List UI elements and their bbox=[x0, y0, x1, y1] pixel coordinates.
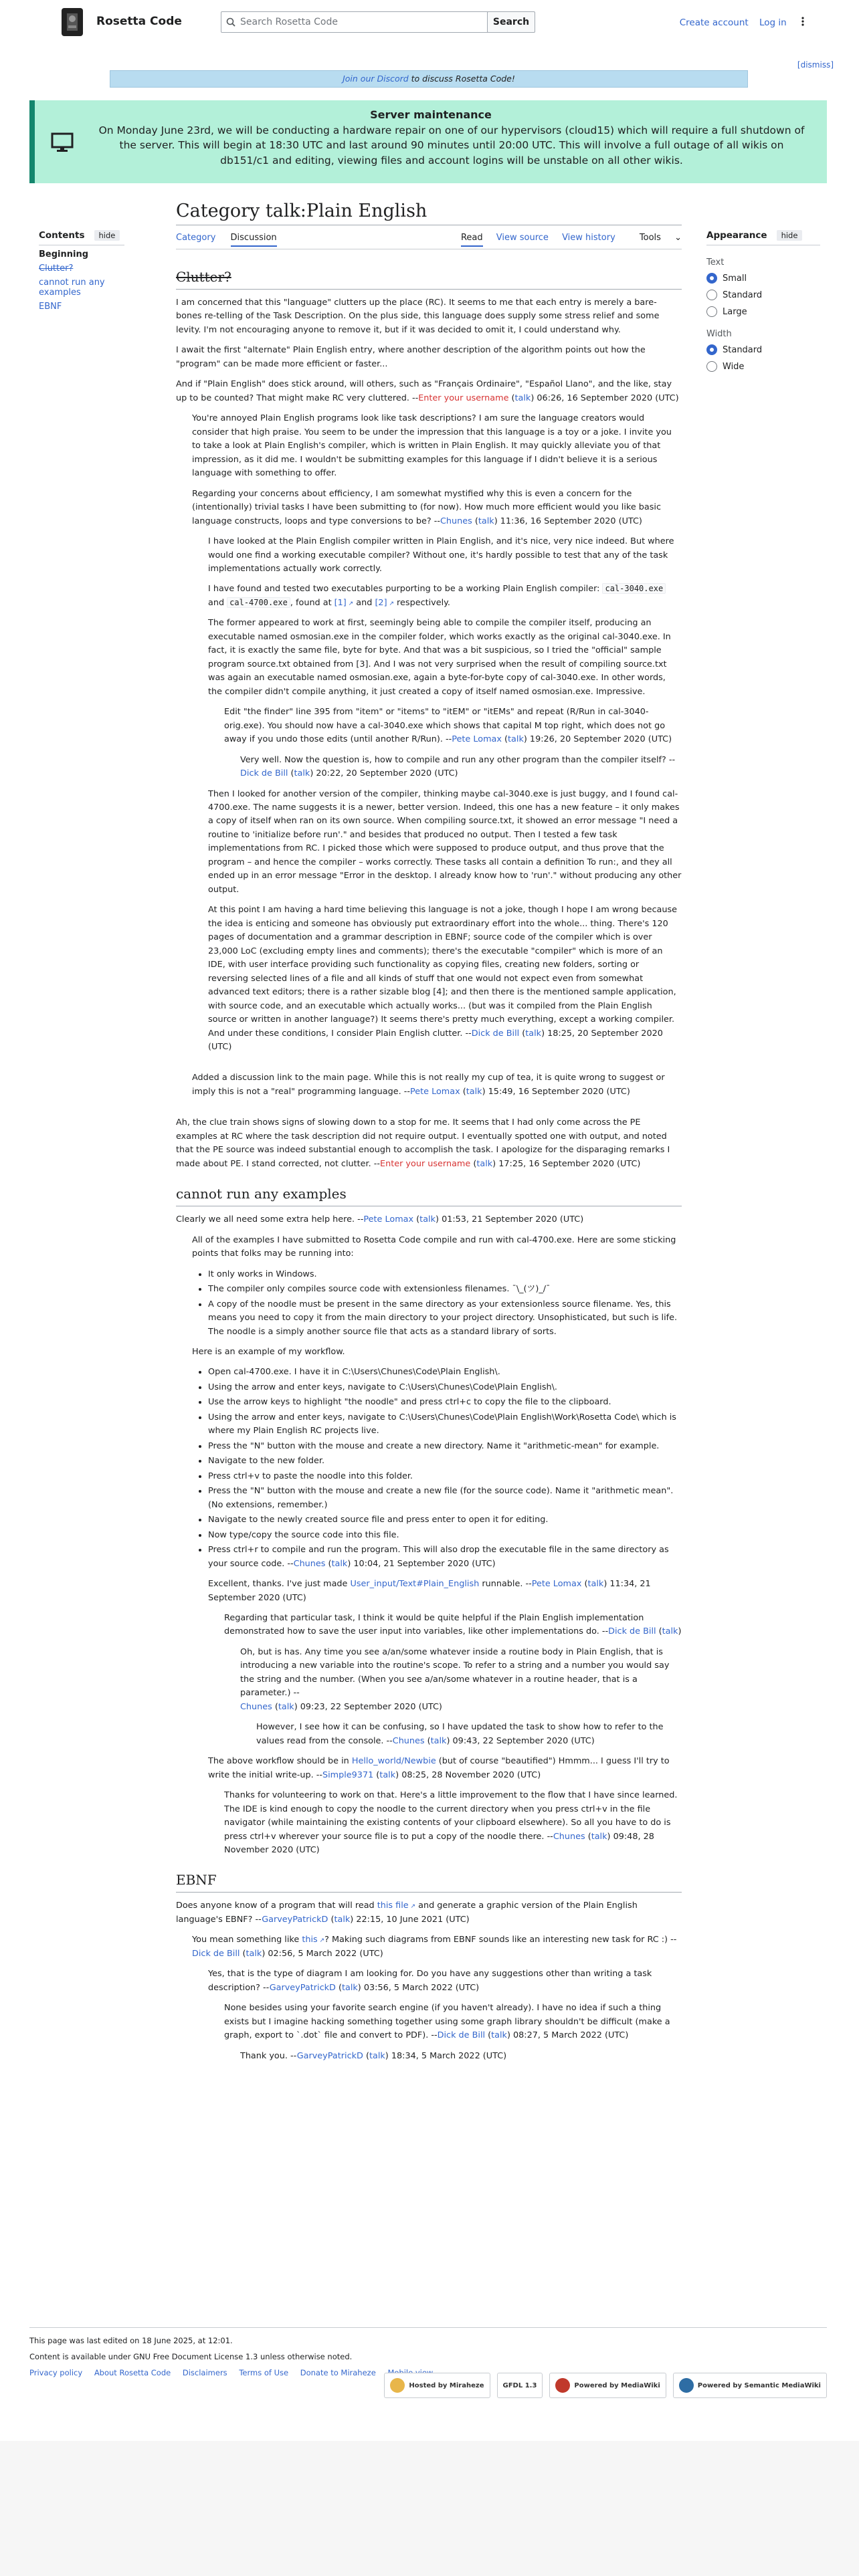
comment: Regarding your concerns about efficiency, I am somewhat mystified why this is even a concern for the (intentionally) trivial tasks I have been submitting to (for now). How much more efficient would you like basic language constructs, loops and type conversions to be? --Chunes (talk) 11:36, 16 September 2020 (UTC) bbox=[192, 488, 661, 526]
search-placeholder: Search Rosetta Code bbox=[240, 17, 338, 27]
talk-link[interactable]: talk bbox=[476, 1158, 493, 1169]
monitor-icon bbox=[51, 132, 74, 155]
talk-link[interactable]: talk bbox=[430, 1735, 447, 1746]
talk-link[interactable]: talk bbox=[591, 1831, 607, 1842]
sticking-points-list bbox=[192, 1268, 682, 1339]
text-size-large[interactable]: Large bbox=[706, 306, 820, 317]
user-link[interactable]: Dick de Bill bbox=[192, 1948, 240, 1959]
talk-link[interactable]: talk bbox=[662, 1626, 678, 1637]
smw-badge[interactable]: Powered by Semantic MediaWiki bbox=[673, 2373, 827, 2398]
text-size-label: Text bbox=[706, 257, 725, 267]
user-link[interactable]: GarveyPatrickD bbox=[262, 1914, 328, 1925]
user-link[interactable]: GarveyPatrickD bbox=[296, 2050, 363, 2061]
talk-link[interactable]: talk bbox=[508, 734, 524, 745]
tab-category[interactable]: Category bbox=[176, 233, 216, 243]
width-group bbox=[706, 329, 820, 372]
page-tabs bbox=[176, 233, 682, 247]
comment: Ah, the clue train shows signs of slowing down to a stop for me. It seems that I had only come across the PE examples at RC where the task description did not require output. I eventually spotted one with output, and noted that the PE source was indeed substantial enough to accomplish the task. I apologize for the disparaging remarks I made about PE. I stand corrected, not clutter. --Enter your username (talk) 17:25, 16 September 2020 (UTC) bbox=[176, 1117, 670, 1169]
list-item: • Press ctrl+v to paste the noodle into this folder. bbox=[208, 1470, 682, 1483]
user-link[interactable]: Chunes bbox=[293, 1558, 326, 1569]
width-label: Width bbox=[706, 329, 732, 339]
maintenance-notice bbox=[29, 100, 827, 183]
talk-link[interactable]: talk bbox=[278, 1701, 294, 1712]
page-link[interactable]: this file ↗ bbox=[377, 1901, 415, 1911]
tab-read[interactable]: Read bbox=[461, 233, 483, 247]
comment: I have looked at the Plain English compiler written in Plain English, and it's nice, very nice indeed. But where would one find a working executable compiler? Without one, it's hardly possible to test that any of the task implementations actually work correctly. bbox=[208, 536, 674, 574]
talk-link[interactable]: talk bbox=[419, 1214, 436, 1225]
search-icon bbox=[221, 12, 240, 32]
appearance-hide-button[interactable]: hide bbox=[777, 230, 803, 241]
comment: Regarding that particular task, I think it would be quite helpful if the Plain English implementation demonstrated how to save the user input into variables, like other implementations do. --Dick de Bill (talk) bbox=[224, 1612, 682, 1637]
appearance-panel bbox=[706, 230, 820, 378]
comment: Here is an example of my workflow. bbox=[192, 1347, 345, 1357]
footer-link-disclaimers[interactable]: Disclaimers bbox=[182, 2368, 227, 2377]
talk-link[interactable]: talk bbox=[525, 1028, 542, 1039]
list-item: • Navigate to the newly created source file and press enter to open it for editing. bbox=[208, 1513, 682, 1527]
comment: Oh, but is has. Any time you see a/an/some whatever inside a routine body in Plain English, that is introducing a new variable into the routine's scope. To refer to a string and a number you would say the string and the number. (When you see a/an/some whatever in a routine header, that is a parameter.) -- bbox=[240, 1646, 670, 1699]
toc-title: Contents bbox=[39, 230, 85, 241]
talk-link[interactable]: talk bbox=[246, 1948, 262, 1959]
personal-tools bbox=[672, 16, 808, 29]
comment: Clearly we all need some extra help here. --Pete Lomax (talk) 01:53, 21 September 2020 (UTC) bbox=[176, 1214, 584, 1225]
signature: Chunes (talk) 09:23, 22 September 2020 (UTC) bbox=[240, 1701, 442, 1712]
radio-large[interactable] bbox=[706, 306, 717, 317]
comment: Excellent, thanks. I've just made User_input/Text#Plain_English runnable. --Pete Lomax (talk) 11:34, 21 September 2020 (UTC) bbox=[208, 1579, 651, 1603]
talk-link[interactable]: talk bbox=[514, 393, 531, 403]
footer-link-about[interactable]: About Rosetta Code bbox=[94, 2368, 171, 2377]
discussion-content bbox=[176, 254, 682, 2070]
comment: I am concerned that this "language" clutters up the place (RC). It seems to me that each entry is merely a bare-bones re-telling of the Task Description. On the plus side, this language does supply some stress relief and some levity. I'm not encouraging anyone to remove it, but if it was decided to omit it, I could understand why. bbox=[176, 298, 660, 335]
comment: The former appeared to work at first, seemingly being able to compile the compiler itself, producing an executable named osmosian.exe in the compiler folder, which works exactly as the original cal-3040.exe. In fact, it is exactly the same file, byte for byte. And that was a bit suspicious, so I tried the "official" sample program source.txt obtained from [3]. And I was not very surprised when the result of compiling source.txt was again an executable named osmosian.exe, again a byte-for-byte copy of cal-3040.exe. In other words, the compiler didn't compile anything, it just created a copy of itself named osmosian.exe. Impressive. bbox=[208, 618, 671, 697]
miraheze-icon bbox=[390, 2378, 405, 2393]
radio-small[interactable] bbox=[706, 273, 717, 284]
list-item: • It only works in Windows. bbox=[208, 1268, 682, 1281]
comment: Thank you. --GarveyPatrickD (talk) 18:34, 5 March 2022 (UTC) bbox=[240, 2050, 507, 2061]
dismiss-link[interactable]: [dismiss] bbox=[797, 60, 834, 70]
maintenance-title: Server maintenance bbox=[370, 108, 492, 121]
site-title[interactable]: Rosetta Code bbox=[96, 15, 182, 28]
user-link[interactable]: Chunes bbox=[553, 1831, 585, 1842]
user-link[interactable]: Pete Lomax bbox=[363, 1214, 414, 1225]
discord-text: to discuss Rosetta Code! bbox=[408, 74, 515, 84]
comment: At this point I am having a hard time believing this language is not a joke, though I hope I am wrong because the idea is enticing and someone has obviously put extraordinary effort into the whole... thing. There's 120 pages of documentation and a grammar description in EBNF; source code of the compiler which is over 23,000 LoC (excluding empty lines and comments); there's the executable "compiler" which is more of an IDE, with user interface providing such functionality as copying files, creating new folders, sorting or reversing selected lines of a file and all kinds of stuff that one would not expect even from somewhat advanced text editors; there is a rather sizable blog [4]; and then there is the mentioned sample application, with source code, and an executable which actually works... (but was it compiled from the Plain English source or written in another language?) It seems there's pretty much everything, except a working compiler. And under these conditions, I consider Plain English clutter. --Dick de Bill (talk) 18:25, 20 September 2020 (UTC) bbox=[208, 905, 677, 1052]
discord-banner bbox=[110, 70, 748, 88]
footer-link-terms[interactable]: Terms of Use bbox=[239, 2368, 289, 2377]
maintenance-body: On Monday June 23rd, we will be conducting a hardware repair on one of our hypervisors (cloud15) which will require a full shutdown of the server. This will begin at 18:30 UTC and last around 90 minutes until 20:00 UTC. This will involve a full outage of all wikis on db151/c1 and editing, viewing files and account logins will be unstable on all other wikis. bbox=[98, 124, 805, 167]
user-link[interactable]: Pete Lomax bbox=[531, 1579, 582, 1590]
page-title: Category talk:Plain English bbox=[176, 201, 427, 221]
tab-discussion[interactable]: Discussion bbox=[231, 233, 277, 247]
user-link[interactable]: Chunes bbox=[392, 1735, 425, 1746]
comment: Added a discussion link to the main page. While this is not really my cup of tea, it is quite wrong to suggest or imply this is not a "real" programming language. --Pete Lomax (talk) 15:49, 16 September 2020 (UTC) bbox=[192, 1073, 665, 1097]
comment: However, I see how it can be confusing, so I have updated the task to show how to refer to the values read from the console. --Chunes (talk) 09:43, 22 September 2020 (UTC) bbox=[256, 1722, 664, 1746]
discord-link[interactable]: Join our Discord bbox=[343, 74, 409, 84]
comment: I await the first "alternate" Plain English entry, where another description of the algorithm points out how the "program" can be made more efficient or faster... bbox=[176, 345, 646, 369]
create-account-link[interactable]: Create account bbox=[679, 17, 749, 28]
list-item: • Press ctrl+r to compile and run the program. This will also drop the executable file in the same directory as your source code. --Chunes (talk) 10:04, 21 September 2020 (UTC) bbox=[208, 1543, 682, 1571]
talk-link[interactable]: talk bbox=[379, 1769, 396, 1780]
user-link[interactable]: Chunes bbox=[240, 1701, 272, 1712]
width-standard[interactable]: Standard bbox=[706, 344, 820, 355]
section-heading-ebnf: EBNF bbox=[176, 1869, 682, 1893]
comment: Edit "the finder" line 395 from "item" or "items" to "itEM" or "itEMs" and repeat (R/Run in cal-3040-orig.exe). You should now have a cal-3040.exe which shows that capital M top right, which does not go away if you undo those edits (until another R/Run). --Pete Lomax (talk) 19:26, 20 September 2020 (UTC) bbox=[224, 707, 672, 745]
talk-link[interactable]: talk bbox=[334, 1914, 351, 1925]
width-wide[interactable]: Wide bbox=[706, 361, 820, 372]
search-button[interactable]: Search bbox=[487, 11, 535, 33]
talk-link[interactable]: talk bbox=[341, 1982, 358, 1993]
footer-divider bbox=[29, 2327, 827, 2328]
comment: Yes, that is the type of diagram I am looking for. Do you have any suggestions other than writing a task description? --GarveyPatrickD (talk) 03:56, 5 March 2022 (UTC) bbox=[208, 1969, 652, 1993]
mediawiki-icon bbox=[555, 2378, 570, 2393]
site-logo[interactable] bbox=[58, 7, 87, 37]
comment: None besides using your favorite search engine (if you haven't already). I have no idea if such a thing exists but I imagine hacking something together using some graph library shouldn't be difficult (make a graph, export to `.dot` file and convert to PDF). --Dick de Bill (talk) 08:27, 5 March 2022 (UTC) bbox=[224, 2003, 670, 2041]
tab-tools[interactable]: Tools ⌄ bbox=[639, 233, 682, 243]
user-link[interactable]: Pete Lomax bbox=[452, 734, 502, 745]
page-link[interactable]: this ↗ bbox=[302, 1935, 324, 1945]
comment: I have found and tested two executables purporting to be a working Plain English compiler: cal-3040.exe and cal-4700.exe , found at [1] ↗ and [2] ↗ respectively. bbox=[208, 582, 682, 610]
toc-item-cannot-run[interactable]: cannot run any examples bbox=[39, 278, 105, 298]
footer-link-donate[interactable]: Donate to Miraheze bbox=[300, 2368, 376, 2377]
search-input[interactable] bbox=[221, 11, 488, 33]
comment: You're annoyed Plain English programs look like task descriptions? I am sure the language creators would consider that high praise. You seem to be under the impression that this language is a toy or a joke. I invite you to take a look at Plain English's compiler, which is written in Plain English. It may quickly alleviate you of that impression, as it did me. I wouldn't be submitting examples for this language if I didn't believe it is a serious language with something to offer. bbox=[192, 413, 672, 479]
talk-link[interactable]: talk bbox=[491, 2030, 507, 2041]
toc-item-ebnf[interactable]: EBNF bbox=[39, 302, 62, 312]
ref-link[interactable]: [1] ↗ bbox=[335, 598, 354, 608]
appearance-title: Appearance bbox=[706, 230, 767, 241]
comment: Very well. Now the question is, how to compile and run any other program than the compiler itself? --Dick de Bill (talk) 20:22, 20 September 2020 (UTC) bbox=[240, 754, 676, 779]
smw-icon bbox=[679, 2378, 694, 2393]
talk-link[interactable]: talk bbox=[369, 2050, 385, 2061]
miraheze-badge[interactable]: Hosted by Miraheze bbox=[384, 2373, 490, 2398]
comment: Then I looked for another version of the compiler, thinking maybe cal-3040.exe is just buggy, and I found cal-4700.exe. The name suggests it is a newer, better version. Indeed, this one has a new feature – it only makes a copy of itself when ran on its own source. When compiling source.txt, it showed an error message "I need a routine to 'initialize before run'." and besides that produced no output. Then I tested a few task implementations from RC. I picked those which were supposed to produce output, and thus prove that the program – and hence the compiler – works correctly. These tasks all contain a definition To run:, and they all ended up in an error message "Error in the desktop. I already know how to 'run'." without producing any other output. bbox=[208, 788, 682, 895]
toc-item-beginning[interactable]: Beginning bbox=[39, 249, 89, 259]
text-size-small[interactable]: Small bbox=[706, 273, 820, 284]
text-size-standard[interactable]: Standard bbox=[706, 290, 820, 300]
user-link[interactable]: Simple9371 bbox=[322, 1769, 374, 1780]
page-link[interactable]: User_input/Text#Plain_English bbox=[350, 1579, 480, 1590]
list-item: • Use the arrow keys to highlight "the noodle" and press ctrl+c to copy the file to the clipboard. bbox=[208, 1396, 682, 1409]
login-link[interactable]: Log in bbox=[759, 17, 787, 28]
text-size-group bbox=[706, 257, 820, 317]
page-footer bbox=[29, 2327, 827, 2389]
user-link[interactable]: Enter your username bbox=[380, 1158, 471, 1169]
tab-view-source[interactable]: View source bbox=[496, 233, 549, 243]
list-item: • The compiler only compiles source code with extensionless filenames. ¯\_(ツ)_/¯ bbox=[208, 1283, 682, 1296]
page-link[interactable]: Hello_world/Newbie bbox=[351, 1756, 436, 1767]
site-header bbox=[0, 0, 859, 44]
talk-link[interactable]: talk bbox=[331, 1558, 348, 1569]
list-item: • Press the "N" button with the mouse and create a new directory. Name it "arithmetic-mean" for example. bbox=[208, 1440, 682, 1453]
list-item: • Navigate to the new folder. bbox=[208, 1455, 682, 1468]
section-heading-cannot-run: cannot run any examples bbox=[176, 1183, 682, 1206]
comment: The above workflow should be in Hello_world/Newbie (but of course "beautified") Hmmm... I guess I'll try to write the initial write-up. --Simple9371 (talk) 08:25, 28 November 2020 (UTC) bbox=[208, 1756, 670, 1780]
user-link[interactable]: Dick de Bill bbox=[471, 1028, 520, 1039]
radio-width-standard[interactable] bbox=[706, 344, 717, 355]
list-item: • A copy of the noodle must be present in the same directory as your extensionless source filename. Yes, this means you need to copy it from the main directory to your project directory. Unsophisticated, but such is life. The noodle is a simply another source file that acts as a standard library of sorts. bbox=[208, 1298, 682, 1339]
radio-width-wide[interactable] bbox=[706, 361, 717, 372]
user-link[interactable]: Dick de Bill bbox=[437, 2030, 486, 2041]
last-edited: This page was last edited on 18 June 2025, at 12:01. bbox=[29, 2336, 233, 2345]
comment: And if "Plain English" does stick around, will others, such as "Français Ordinaire", "Español Llano", and the like, stay up to be counted? That might make RC very cluttered. --Enter your username (talk) 06:26, 16 September 2020 (UTC) bbox=[176, 379, 679, 403]
user-link[interactable]: Chunes bbox=[440, 516, 472, 526]
tab-view-history[interactable]: View history bbox=[562, 233, 615, 243]
table-of-contents bbox=[39, 230, 139, 312]
comment: All of the examples I have submitted to Rosetta Code compile and run with cal-4700.exe. Here are some sticking points that folks may be running into: bbox=[192, 1235, 676, 1259]
talk-link[interactable]: talk bbox=[294, 768, 310, 779]
footer-link-privacy[interactable]: Privacy policy bbox=[29, 2368, 83, 2377]
talk-link[interactable]: talk bbox=[587, 1579, 604, 1590]
toc-hide-button[interactable]: hide bbox=[94, 230, 120, 241]
talk-link[interactable]: talk bbox=[478, 516, 494, 526]
user-link[interactable]: Dick de Bill bbox=[608, 1626, 656, 1637]
ref-link[interactable]: [2] ↗ bbox=[375, 598, 394, 608]
comment: You mean something like this ↗ ? Making such diagrams from EBNF sounds like an interesting new task for RC :) --Dick de Bill (talk) 02:56, 5 March 2022 (UTC) bbox=[192, 1933, 682, 1961]
talk-link[interactable]: talk bbox=[466, 1086, 482, 1097]
chevron-down-icon: ⌄ bbox=[674, 233, 682, 243]
user-link[interactable]: Pete Lomax bbox=[409, 1086, 460, 1097]
user-link[interactable]: Dick de Bill bbox=[240, 768, 288, 779]
list-item: • Using the arrow and enter keys, navigate to C:\Users\Chunes\Code\Plain English\. bbox=[208, 1381, 682, 1394]
comment: Thanks for volunteering to work on that. Here's a little improvement to the flow that I have since learned. The IDE is kind enough to copy the noodle to the current directory when you press ctrl+v in the file navigator (while maintaining the existing contents of your clipboard elsewhere). So all you have to do is press ctrl+v wherever your source file is to put a copy of the noodle there. --Chunes (talk) 09:48, 28 November 2020 (UTC) bbox=[224, 1790, 678, 1855]
workflow-list bbox=[192, 1366, 682, 1571]
gfdl-badge[interactable]: GFDL 1.3 bbox=[497, 2373, 543, 2398]
list-item: • Using the arrow and enter keys, navigate to C:\Users\Chunes\Code\Plain English\Work\Rosetta Code\ which is where my Plain English RC projects live. bbox=[208, 1411, 682, 1438]
list-item: • Open cal-4700.exe. I have it in C:\Users\Chunes\Code\Plain English\. bbox=[208, 1366, 682, 1379]
mediawiki-badge[interactable]: Powered by MediaWiki bbox=[549, 2373, 666, 2398]
list-item: • Now type/copy the source code into this file. bbox=[208, 1529, 682, 1542]
user-link[interactable]: Enter your username bbox=[418, 393, 509, 403]
comment: Does anyone know of a program that will read this file ↗ and generate a graphic version of the Plain English language's EBNF? --GarveyPatrickD (talk) 22:15, 10 June 2021 (UTC) bbox=[176, 1899, 682, 1927]
list-item: • Press the "N" button with the mouse and create a new file (for the source code). Name it "arithmetic mean". (No extensions, remember.) bbox=[208, 1485, 682, 1512]
footer-badges bbox=[384, 2373, 827, 2398]
toc-item-clutter[interactable]: Clutter? bbox=[39, 263, 74, 274]
more-options-icon[interactable] bbox=[797, 16, 808, 29]
radio-standard[interactable] bbox=[706, 290, 717, 300]
license-text: Content is available under GNU Free Document License 1.3 unless otherwise noted. bbox=[29, 2352, 353, 2361]
section-heading-clutter: Clutter? bbox=[176, 266, 682, 290]
user-link[interactable]: GarveyPatrickD bbox=[269, 1982, 336, 1993]
